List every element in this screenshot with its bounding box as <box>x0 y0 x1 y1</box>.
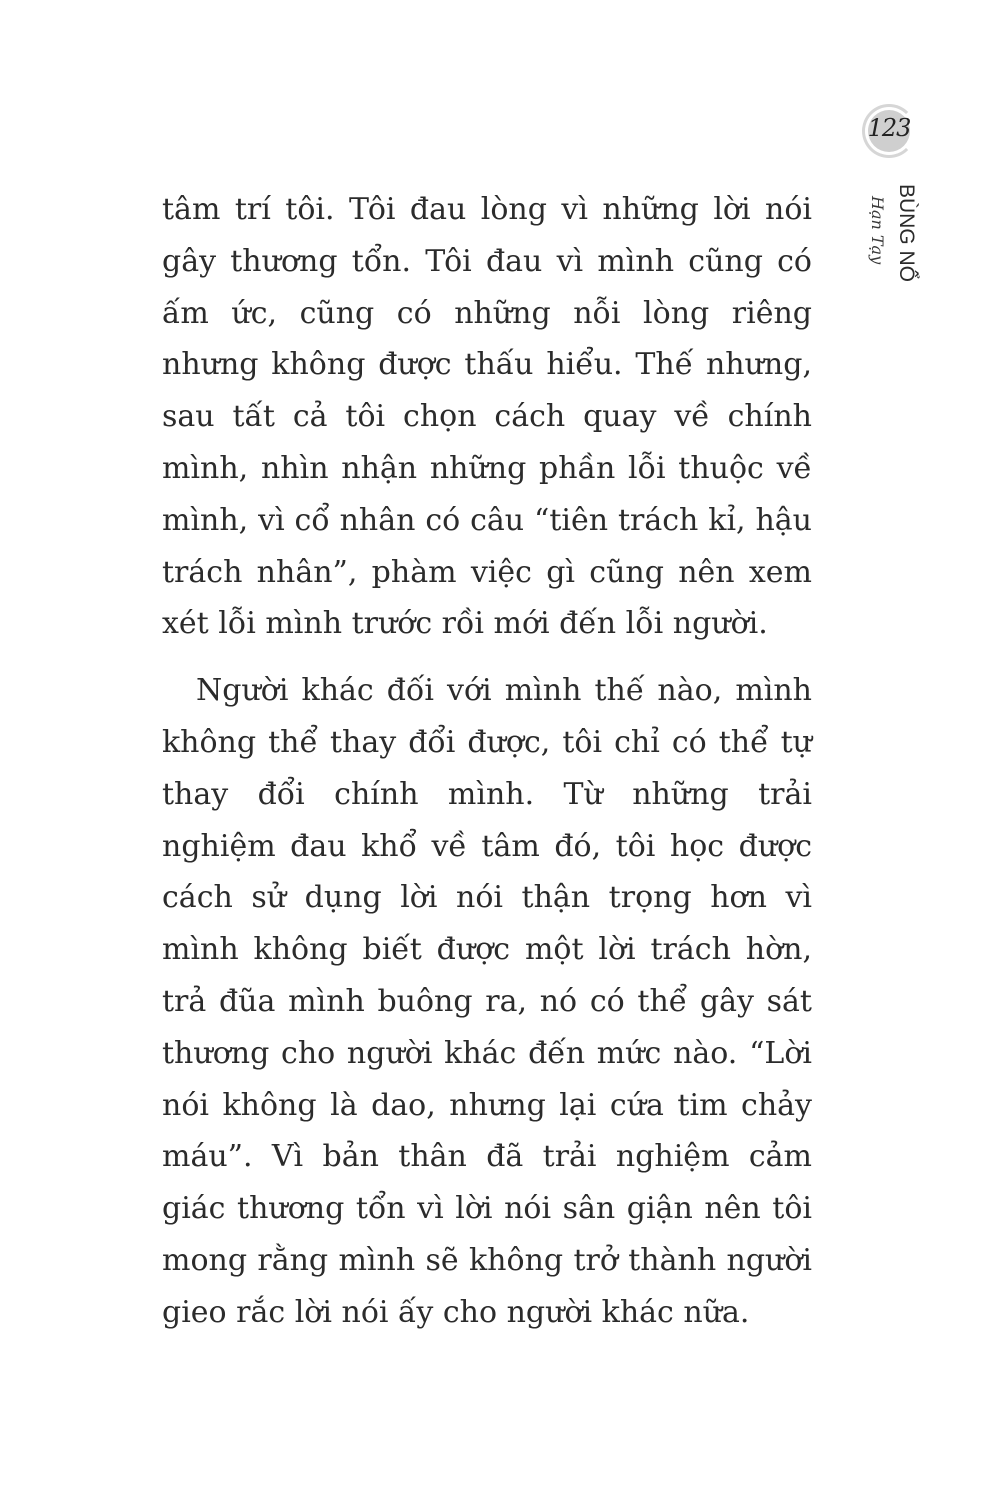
paragraph-2: Người khác đối với mình thế nào, mình không thể thay đổi được, tôi chỉ có thể tự thay đổi chính mình. Từ những trải nghiệm đau khổ về tâm đó, tôi học được cách sử dụng lời nói thận trọng hơn vì mình không biết được một lời trách hờn, trả đũa mình buông ra, nó có thể gây sát thương cho người khác đến mức nào. “Lời nói không là dao, nhưng lại cứa tim chảy máu”. Vì bản thân đã trải nghiệm cảm giác thương tổn vì lời nói sân giận nên tôi mong rằng mình sẽ không trở thành người gieo rắc lời nói ấy cho người khác nữa. <box>162 673 812 1330</box>
running-title <box>860 184 926 294</box>
body-text <box>162 184 812 1339</box>
page-number-badge <box>862 104 914 156</box>
running-title-script: Hạn Tạy <box>868 196 887 265</box>
running-title-main: BÙNG NỔ <box>895 184 918 283</box>
paragraph-1: tâm trí tôi. Tôi đau lòng vì những lời nói gây thương tổn. Tôi đau vì mình cũng có ấm ức, cũng có những nỗi lòng riêng nhưng không được thấu hiểu. Thế nhưng, sau tất cả tôi chọn cách quay về chính mình, nhìn nhận những phần lỗi thuộc về mình, vì cổ nhân có câu “tiên trách kỉ, hậu trách nhân”, phàm việc gì cũng nên xem xét lỗi mình trước rồi mới đến lỗi người. <box>162 192 812 642</box>
page-number: 123 <box>867 114 911 142</box>
